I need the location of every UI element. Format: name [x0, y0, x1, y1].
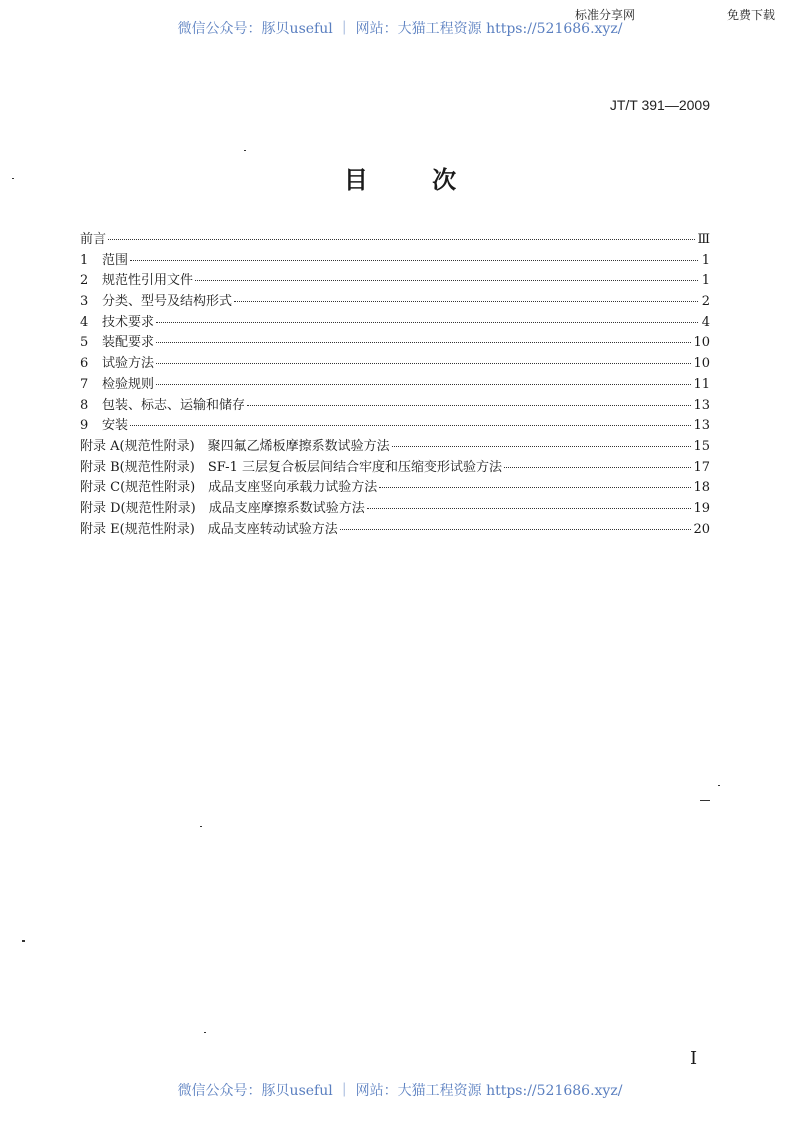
toc-section-number: 4: [80, 314, 89, 330]
toc-page-number: 10: [693, 335, 710, 351]
toc-row[interactable]: [80, 269, 710, 290]
toc-leader-dots: [379, 487, 691, 488]
toc-row[interactable]: [80, 497, 710, 518]
toc-entry-label: 附录 C(规范性附录) 成品支座竖向承载力试验方法: [80, 480, 378, 496]
toc-leader-dots: [367, 508, 692, 509]
toc-page-number: 19: [693, 500, 710, 516]
toc-leader-dots: [504, 467, 691, 468]
toc-entry-label: 试验方法: [102, 356, 155, 372]
toc-page-number: Ⅲ: [697, 232, 710, 247]
toc-leader-dots: [130, 425, 691, 426]
toc-entry-label: 规范性引用文件: [102, 273, 194, 289]
toc-leader-dots: [156, 342, 691, 343]
toc-page-number: 13: [693, 418, 710, 434]
toc-row[interactable]: [80, 311, 710, 332]
toc-section-number: 2: [80, 273, 89, 289]
top-watermark: 微信公众号：豚贝useful ｜ 网站：大猫工程资源 https://521686.xyz/: [177, 21, 623, 37]
toc-section-number: 6: [80, 356, 89, 372]
table-of-contents: [80, 228, 710, 538]
toc-entry-label: 范围: [102, 252, 129, 268]
toc-page-number: 10: [693, 356, 710, 372]
bottom-watermark: 微信公众号：豚贝useful ｜ 网站：大猫工程资源 https://521686.xyz/: [177, 1083, 623, 1099]
toc-leader-dots: [156, 363, 691, 364]
toc-entry-label: 安装: [102, 418, 129, 434]
toc-entry-label: 包装、标志、运输和储存: [102, 397, 246, 413]
toc-leader-dots: [234, 301, 698, 302]
toc-page-number: 2: [701, 294, 710, 310]
toc-leader-dots: [130, 260, 698, 261]
scan-speck: [718, 785, 720, 786]
page-number: I: [690, 1048, 698, 1069]
toc-row[interactable]: [80, 394, 710, 415]
free-download-link[interactable]: 免费下载: [727, 8, 776, 22]
toc-section-number: 5: [80, 335, 89, 351]
toc-row[interactable]: [80, 331, 710, 352]
toc-leader-dots: [108, 239, 695, 240]
site-name: 标准分享网: [575, 8, 636, 22]
toc-row[interactable]: [80, 518, 710, 539]
toc-page-number: 15: [693, 438, 710, 454]
scan-speck: [22, 940, 25, 942]
toc-leader-dots: [340, 529, 692, 530]
toc-section-number: 1: [80, 252, 89, 268]
toc-page-number: 17: [693, 459, 710, 475]
toc-entry-label: 前言: [80, 232, 107, 247]
toc-page-number: 20: [693, 521, 710, 537]
toc-entry-label: 检验规则: [102, 376, 155, 392]
toc-row[interactable]: [80, 414, 710, 435]
toc-row[interactable]: [80, 249, 710, 270]
toc-entry-label: 技术要求: [102, 314, 155, 330]
toc-leader-dots: [156, 322, 698, 323]
scan-speck: [204, 1032, 206, 1033]
toc-page-number: 11: [693, 376, 710, 392]
toc-row[interactable]: [80, 435, 710, 456]
toc-section-number: 9: [80, 418, 89, 434]
toc-leader-dots: [195, 280, 698, 281]
toc-row[interactable]: [80, 228, 710, 249]
toc-row[interactable]: [80, 352, 710, 373]
toc-entry-label: 分类、型号及结构形式: [102, 294, 233, 310]
scan-speck: [700, 800, 710, 801]
toc-row[interactable]: [80, 476, 710, 497]
scan-speck: [12, 178, 14, 179]
toc-page-number: 18: [693, 480, 710, 496]
toc-page-number: 4: [701, 314, 710, 330]
toc-row[interactable]: [80, 456, 710, 477]
scan-speck: [244, 150, 246, 151]
toc-entry-label: 装配要求: [102, 335, 155, 351]
toc-row[interactable]: [80, 373, 710, 394]
toc-row[interactable]: [80, 290, 710, 311]
toc-page-number: 13: [693, 397, 710, 413]
toc-leader-dots: [392, 446, 692, 447]
toc-entry-label: 附录 A(规范性附录) 聚四氟乙烯板摩擦系数试验方法: [80, 438, 390, 454]
document-code: JT/T 391—2009: [609, 97, 710, 113]
toc-entry-label: 附录 E(规范性附录) 成品支座转动试验方法: [80, 521, 338, 537]
toc-section-number: 8: [80, 397, 89, 413]
toc-page-number: 1: [701, 273, 710, 289]
toc-leader-dots: [156, 384, 691, 385]
toc-leader-dots: [247, 405, 691, 406]
toc-section-number: 3: [80, 294, 89, 310]
scan-speck: [200, 826, 202, 827]
toc-entry-label: 附录 B(规范性附录) SF-1 三层复合板层间结合牢度和压缩变形试验方法: [80, 459, 502, 475]
toc-entry-label: 附录 D(规范性附录) 成品支座摩擦系数试验方法: [80, 500, 365, 516]
toc-page-number: 1: [701, 252, 710, 268]
toc-section-number: 7: [80, 376, 89, 392]
toc-title: 目 次: [343, 166, 485, 194]
